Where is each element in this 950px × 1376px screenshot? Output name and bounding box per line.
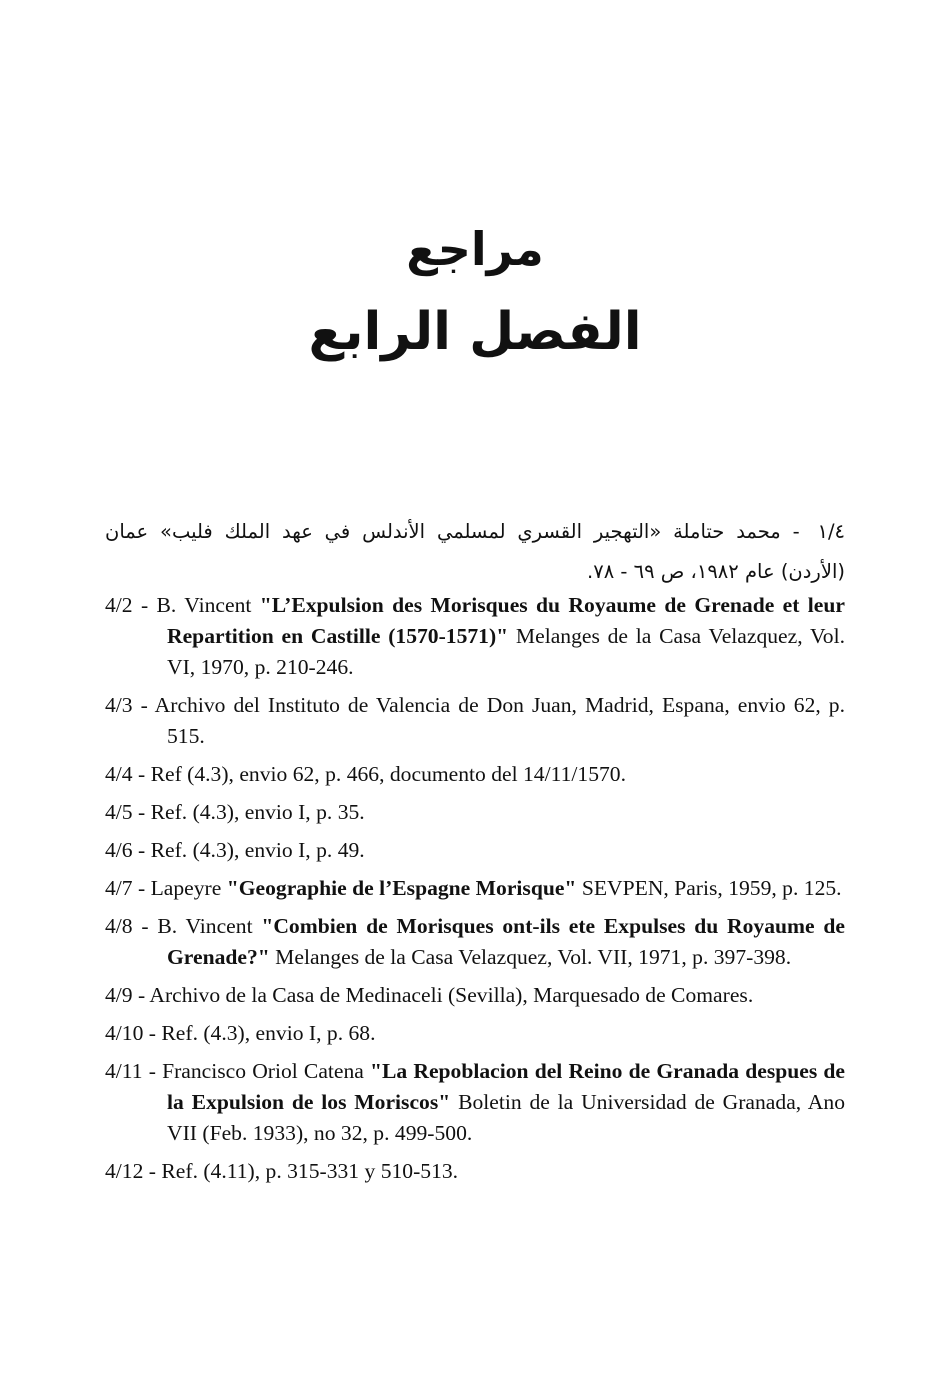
reference-title: "Combien de Morisques ont-ils ete Expulses du Royaume de Grenade?" — [167, 914, 845, 969]
reference-text: Ref (4.3), envio 62, p. 466, documento del 14/11/1570. — [150, 762, 626, 786]
reference-source: Boletin de la Universidad de Granada, Ano VII (Feb. 1933), no 32, p. 499-500. — [167, 1090, 845, 1145]
reference-text: Ref. (4.3), envio I, p. 68. — [161, 1021, 376, 1045]
reference-title: "La Repoblacion del Reino de Granada despues de la Expulsion de los Moriscos" — [167, 1059, 845, 1114]
reference-number: 4/7 — [105, 876, 133, 900]
reference-number: 4/11 — [105, 1059, 143, 1083]
reference-author: B. Vincent — [156, 593, 260, 617]
reference-text: Ref. (4.11), p. 315-331 y 510-513. — [161, 1159, 459, 1183]
reference-item — [105, 1018, 845, 1049]
page-title: مراجع — [406, 222, 544, 276]
reference-item — [105, 1156, 845, 1187]
reference-number: 4/12 — [105, 1159, 144, 1183]
reference-number: 4/3 — [105, 693, 133, 717]
arabic-reference: ١/٤ - محمد حتاملة «التهجير القسري لمسلمي الأندلس في عهد الملك فليب» عمان (الأردن) عام ١٩٨٢، ص ٦٩ - ٧٨. — [105, 520, 845, 583]
reference-number: ١/٤ — [817, 520, 845, 543]
reference-item — [105, 590, 845, 683]
reference-item — [105, 873, 845, 904]
reference-text: Archivo de la Casa de Medinaceli (Sevilla), Marquesado de Comares. — [149, 983, 754, 1007]
reference-text: محمد حتاملة «التهجير القسري لمسلمي الأندلس في عهد الملك فليب» عمان (الأردن) عام ١٩٨٢، ص ٦٩ - ٧٨. — [105, 520, 845, 583]
reference-number: 4/10 — [105, 1021, 144, 1045]
reference-number: 4/6 — [105, 838, 133, 862]
reference-source: Melanges de la Casa Velazquez, Vol. VI, 1970, p. 210-246. — [167, 624, 845, 679]
reference-source: SEVPEN, Paris, 1959, p. 125. — [576, 876, 842, 900]
reference-number: 4/2 — [105, 593, 133, 617]
reference-item — [105, 980, 845, 1011]
reference-number: 4/8 — [105, 914, 133, 938]
reference-item — [105, 797, 845, 828]
reference-author: Lapeyre — [150, 876, 227, 900]
reference-text: Archivo del Instituto de Valencia de Don Juan, Madrid, Espana, envio 62, p. 515. — [154, 693, 845, 748]
reference-title: "Geographie de l’Espagne Morisque" — [226, 876, 577, 900]
chapter-subtitle: الفصل الرابع — [308, 302, 642, 362]
reference-item — [105, 759, 845, 790]
reference-item — [105, 1056, 845, 1149]
reference-item — [105, 835, 845, 866]
reference-item — [105, 690, 845, 752]
reference-item — [105, 911, 845, 973]
reference-title: "L’Expulsion des Morisques du Royaume de Grenade et leur Repartition en Castille (1570-1571)" — [167, 593, 845, 648]
reference-number: 4/4 — [105, 762, 133, 786]
reference-number: 4/9 — [105, 983, 133, 1007]
reference-text: Ref. (4.3), envio I, p. 49. — [150, 838, 365, 862]
reference-list — [105, 590, 845, 1194]
reference-author: B. Vincent — [157, 914, 262, 938]
reference-number: 4/5 — [105, 800, 133, 824]
reference-author: Francisco Oriol Catena — [162, 1059, 371, 1083]
reference-source: Melanges de la Casa Velazquez, Vol. VII, 1971, p. 397-398. — [269, 945, 792, 969]
reference-text: Ref. (4.3), envio I, p. 35. — [150, 800, 365, 824]
